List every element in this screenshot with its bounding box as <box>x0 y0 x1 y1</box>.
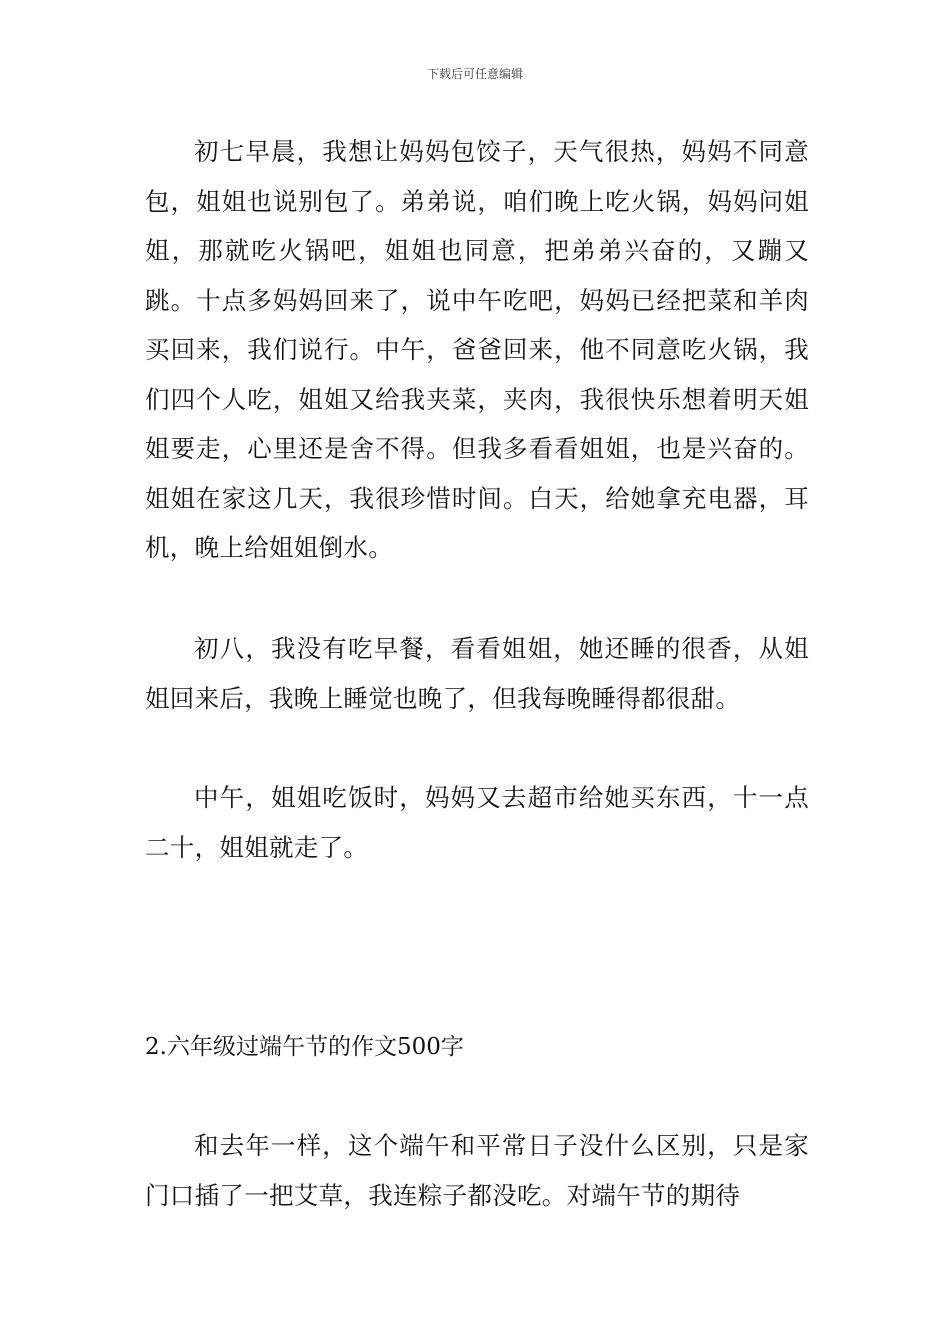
section-2-title: 2.六年级过端午节的作文500字 <box>145 1034 464 1060</box>
page-header: 下载后可任意编辑 <box>426 67 523 81</box>
paragraph-1: 初七早晨，我想让妈妈包饺子，天气很热，妈妈不同意包，姐姐也说别包了。弟弟说，咱们晚上吃火锅，妈妈问姐姐，那就吃火锅吧，姐姐也同意，把弟弟兴奋的，又蹦又跳。十点多妈妈回来了，说中午吃吧，妈妈已经把菜和羊肉买回来，我们说行。中午，爸爸回来，他不同意吃火锅，我们四个人吃，姐姐又给我夹菜，夹肉，我很快乐想着明天姐姐要走，心里还是舍不得。但我多看看姐姐，也是兴奋的。姐姐在家这几天，我很珍惜时间。白天，给她拿充电器，耳机，晚上给姐姐倒水。 <box>145 137 809 562</box>
paragraph-3: 中午，姐姐吃饭时，妈妈又去超市给她买东西，十一点二十，姐姐就走了。 <box>145 783 809 862</box>
paragraph-2: 初八，我没有吃早餐，看看姐姐，她还睡的很香，从姐姐回来后，我晚上睡觉也晚了，但我每晚睡得都很甜。 <box>145 634 809 713</box>
section-2-paragraph: 和去年一样，这个端午和平常日子没什么区别，只是家门口插了一把艾草，我连粽子都没吃。对端午节的期待 <box>145 1131 809 1210</box>
